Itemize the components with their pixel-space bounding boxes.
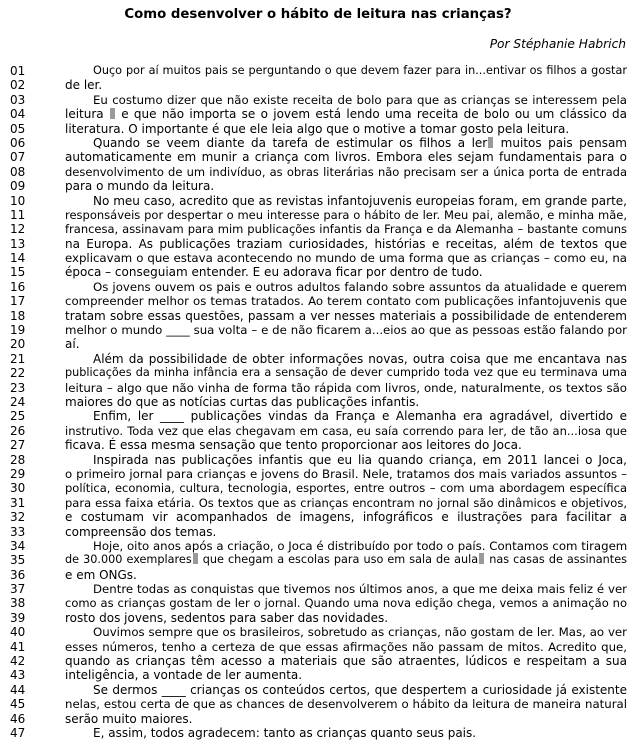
line-number: 47 <box>10 725 26 740</box>
line-number: 05 <box>10 121 26 136</box>
line-text: literatura. O importante é que ele leia algo que o motive a tomar gosto pela leitura. <box>65 121 570 136</box>
line-text: leitura e que não importa se o jovem está lendo uma receita de bolo ou um clássico da <box>65 107 627 122</box>
line-number: 20 <box>10 337 26 352</box>
line-number: 39 <box>10 610 26 625</box>
text-line <box>10 453 627 467</box>
line-number: 33 <box>10 524 26 539</box>
line-number: 24 <box>10 394 26 409</box>
text-line <box>10 366 627 380</box>
punctuation-gap-marker <box>488 137 493 148</box>
line-number: 32 <box>10 510 26 525</box>
line-text: inteligência, a vontade de ler aumenta. <box>65 668 303 683</box>
text-line <box>10 251 627 265</box>
text-line <box>10 294 627 308</box>
line-number: 30 <box>10 481 26 496</box>
text-line <box>10 438 627 452</box>
text-body <box>10 64 627 740</box>
line-number: 12 <box>10 222 26 237</box>
line-text: No meu caso, acredito que as revistas infantojuvenis europeias foram, em grande parte, <box>93 193 627 208</box>
line-number: 07 <box>10 150 26 165</box>
line-number: 40 <box>10 625 26 640</box>
line-text: como as crianças gostam de ler o jornal. Quando uma nova edição chega, vemos a animação no <box>65 596 627 611</box>
line-number: 09 <box>10 179 26 194</box>
punctuation-gap-marker <box>479 553 484 564</box>
line-text: e em ONGs. <box>65 567 137 582</box>
text-line <box>10 323 627 337</box>
text-line <box>10 165 627 179</box>
line-text: rosto dos jovens, sedentos para saber das novidades. <box>65 610 389 625</box>
line-text: Dentre todas as conquistas que tivemos nos últimos anos, a que me deixa mais feliz é ver <box>93 582 627 597</box>
text-line <box>10 107 627 121</box>
text-line <box>10 222 627 236</box>
line-number: 31 <box>10 495 26 510</box>
line-text: Se dermos ____ crianças os conteúdos certos, que despertem a curiosidade já existente <box>93 682 627 697</box>
line-number: 15 <box>10 265 26 280</box>
line-number: 41 <box>10 639 26 654</box>
line-number: 19 <box>10 323 26 338</box>
punctuation-gap-marker <box>193 553 198 564</box>
text-line <box>10 337 627 351</box>
line-number: 06 <box>10 135 26 150</box>
text-line <box>10 582 627 596</box>
line-number: 03 <box>10 92 26 107</box>
line-text: de ler. <box>65 78 103 93</box>
line-text: Os jovens ouvem os pais e outros adultos falando sobre assuntos da atualidade e querem <box>93 279 627 294</box>
line-number: 37 <box>10 582 26 597</box>
line-text: Inspirada nas publicações infantis que eu lia quando criança, em 2011 lancei o Joca, <box>93 452 627 467</box>
line-text: compreensão dos temas. <box>65 524 217 539</box>
line-number: 45 <box>10 697 26 712</box>
line-number: 18 <box>10 308 26 323</box>
text-line <box>10 194 627 208</box>
line-text: e costumam vir acompanhados de imagens, infográficos e ilustrações para facilitar a <box>65 510 627 525</box>
line-text: desenvolvimento de um indivíduo, as obras literárias não precisam ser a única porta de entrada <box>65 164 627 179</box>
line-text: serão muito maiores. <box>65 711 193 726</box>
line-text: explicavam o que estava acontecendo no mundo de uma forma que as crianças – como eu, na <box>65 251 627 266</box>
punctuation-gap-marker <box>110 108 115 119</box>
line-text: responsáveis por despertar o meu interesse para o hábito de ler. Meu pai, alemão, e minha mãe, <box>65 207 627 222</box>
text-line <box>10 568 627 582</box>
text-line <box>10 122 627 136</box>
line-text: Hoje, oito anos após a criação, o Joca é distribuído por todo o país. Contamos com tiragem <box>93 538 628 553</box>
text-line <box>10 668 627 682</box>
line-text: Quando se veem diante da tarefa de estimular os filhos a ler muitos pais pensam <box>93 135 627 150</box>
line-number: 43 <box>10 668 26 683</box>
text-line <box>10 395 627 409</box>
text-line <box>10 496 627 510</box>
line-number: 26 <box>10 423 26 438</box>
text-line <box>10 64 627 78</box>
line-text: ficava. É essa mesma sensação que tento proporcionar aos leitores do Joca. <box>65 438 522 453</box>
text-line <box>10 280 627 294</box>
text-line <box>10 409 627 423</box>
line-text: Eu costumo dizer que não existe receita de bolo para que as crianças se interessem pela <box>93 92 627 107</box>
line-text: na Europa. As publicações traziam curiosidades, histórias e receitas, além de textos que <box>65 236 627 251</box>
line-number: 44 <box>10 682 26 697</box>
page-title: Como desenvolver o hábito de leitura nas crianças? <box>124 7 512 22</box>
line-number: 34 <box>10 538 26 553</box>
line-text: quando as crianças têm acesso a materiais que são atraentes, lúdicos e respeitam a sua <box>65 654 627 669</box>
text-line <box>10 136 627 150</box>
line-number: 16 <box>10 279 26 294</box>
line-text: publicações da minha infância era a sensação de dever cumprido toda vez que eu terminava uma <box>65 366 627 380</box>
text-line <box>10 539 627 553</box>
text-line <box>10 596 627 610</box>
text-line <box>10 78 627 92</box>
line-text: maiores do que as notícias curtas das publicações infantis. <box>65 394 420 409</box>
text-line <box>10 237 627 251</box>
text-line <box>10 467 627 481</box>
line-number: 25 <box>10 409 26 424</box>
line-text: E, assim, todos agradecem: tanto as crianças quanto seus pais. <box>93 725 477 740</box>
text-line <box>10 525 627 539</box>
author-byline: Por Stéphanie Habrich <box>489 37 626 51</box>
line-number: 29 <box>10 466 26 481</box>
line-number: 13 <box>10 236 26 251</box>
text-line <box>10 625 627 639</box>
line-text: para essa faixa etária. Os textos que as crianças encontram no jornal são dinâmicos e objetivos, <box>65 495 627 510</box>
text-line <box>10 150 627 164</box>
line-text: leitura – algo que não vinha de forma tão rápida com livros, onde, naturalmente, os textos são <box>65 380 627 395</box>
line-text: nelas, estou certa de que as chances de desenvolverem o hábito da leitura de maneira natural <box>65 697 627 712</box>
line-number: 04 <box>10 107 26 122</box>
line-text: Além da possibilidade de obter informações novas, outra coisa que me encantava nas <box>93 351 627 366</box>
line-number: 28 <box>10 452 26 467</box>
line-text: instrutivo. Toda vez que elas chegavam em casa, eu saía correndo para ler, de tão an...iosa que <box>65 423 627 438</box>
text-line <box>10 697 627 711</box>
line-number: 01 <box>10 64 26 78</box>
text-line <box>10 179 627 193</box>
line-number: 08 <box>10 164 26 179</box>
text-line <box>10 553 627 567</box>
text-line <box>10 712 627 726</box>
line-text: Enfim, ler ____ publicações vindas da França e Alemanha era agradável, divertido e <box>93 409 627 424</box>
line-text: aí. <box>65 337 80 352</box>
text-line <box>10 93 627 107</box>
line-text: de 30.000 exemplares que chegam a escolas para uso em sala de aula nas casas de assinantes <box>65 553 627 567</box>
line-number: 36 <box>10 567 26 582</box>
line-text: para o mundo da leitura. <box>65 179 215 194</box>
line-text: tratam sobre essas questões, passam a ver nesses materiais a possibilidade de entenderem <box>65 308 627 323</box>
text-line <box>10 352 627 366</box>
text-line <box>10 265 627 279</box>
line-number: 38 <box>10 596 26 611</box>
text-line <box>10 381 627 395</box>
line-number: 42 <box>10 654 26 669</box>
text-line <box>10 654 627 668</box>
line-text: francesa, assinavam para mim publicações infantis da França e da Alemanha – bastante comuns <box>65 222 627 237</box>
text-line <box>10 208 627 222</box>
line-text: o primeiro jornal para crianças e jovens do Brasil. Nele, tratamos dos mais variados assuntos – <box>65 466 627 481</box>
text-line <box>10 424 627 438</box>
line-number: 11 <box>10 207 26 222</box>
line-number: 02 <box>10 78 26 93</box>
text-line <box>10 726 627 740</box>
line-number: 17 <box>10 294 26 309</box>
line-text: época – conseguiam entender. E eu adorava ficar por dentro de tudo. <box>65 265 483 280</box>
line-text: melhor o mundo ____ sua volta – e de não ficarem a...eios ao que as pessoas estão falando por <box>65 323 627 338</box>
line-number: 10 <box>10 193 26 208</box>
line-number: 46 <box>10 711 26 726</box>
line-text: Ouvimos sempre que os brasileiros, sobretudo as crianças, não gostam de ler. Mas, ao ver <box>93 625 627 640</box>
text-line <box>10 481 627 495</box>
line-number: 35 <box>10 553 26 568</box>
line-number: 22 <box>10 366 26 381</box>
line-number: 21 <box>10 351 26 366</box>
text-line <box>10 510 627 524</box>
line-text: esses números, tenho a certeza de que essas afirmações não passam de mitos. Acredito que, <box>65 639 627 654</box>
line-text: política, economia, cultura, tecnologia, esportes, entre outros – com uma abordagem específica <box>65 481 627 496</box>
text-line <box>10 683 627 697</box>
text-line <box>10 640 627 654</box>
line-number: 23 <box>10 380 26 395</box>
text-line <box>10 309 627 323</box>
line-text: Ouço por aí muitos pais se perguntando o que devem fazer para in...entivar os filhos a gostar <box>93 64 627 77</box>
line-text: compreender melhor os temas tratados. Ao terem contato com publicações infantojuvenis que <box>65 294 627 309</box>
line-text: automaticamente em munir a criança com livros. Embora eles sejam fundamentais para o <box>65 150 627 165</box>
line-number: 27 <box>10 438 26 453</box>
line-number: 14 <box>10 251 26 266</box>
text-line <box>10 611 627 625</box>
